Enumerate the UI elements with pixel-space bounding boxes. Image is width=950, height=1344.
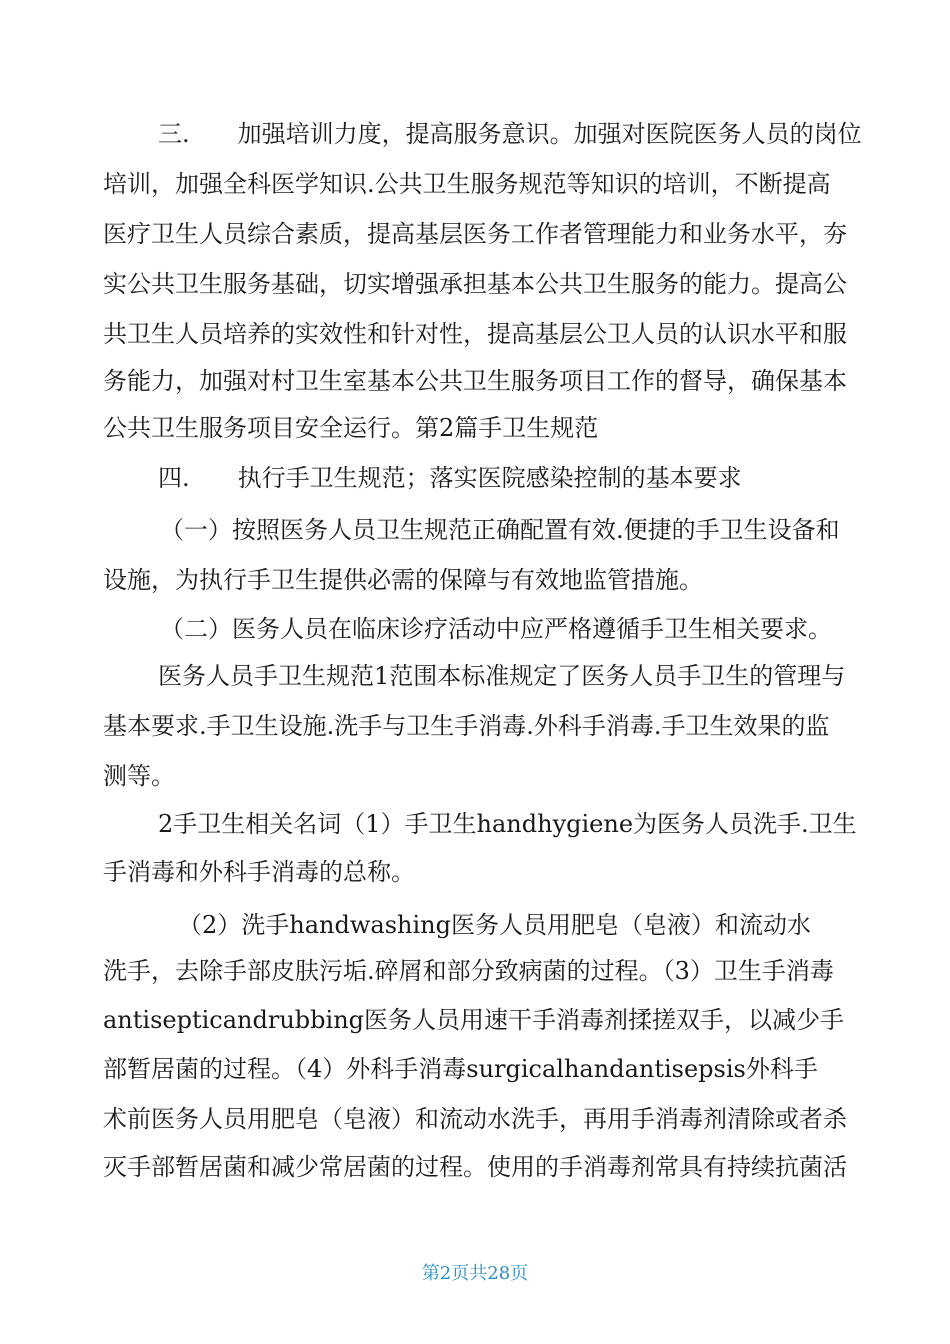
text-line: 共卫生人员培养的实效性和针对性，提高基层公卫人员的认识水平和服 <box>103 320 847 348</box>
text-line: 三. 加强培训力度，提高服务意识。加强对医院医务人员的岗位 <box>158 120 862 148</box>
text-line: 医疗卫生人员综合素质，提高基层医务工作者管理能力和业务水平，夯 <box>103 220 847 248</box>
text-line: 务能力，加强对村卫生室基本公共卫生服务项目工作的督导，确保基本 <box>103 367 847 395</box>
text-line: 洗手，去除手部皮肤污垢.碎屑和部分致病菌的过程。（3）卫生手消毒 <box>103 957 834 985</box>
page-number-footer: 第2页共28页 <box>421 1263 529 1284</box>
text-line: 测等。 <box>103 762 175 790</box>
text-line: （二）医务人员在临床诊疗活动中应严格遵循手卫生相关要求。 <box>160 615 832 643</box>
text-line: （一）按照医务人员卫生规范正确配置有效.便捷的手卫生设备和 <box>160 516 840 544</box>
text-line: 部暂居菌的过程。（4）外科手消毒surgicalhandantisepsis外科手 <box>103 1055 818 1083</box>
text-line: 实公共卫生服务基础，切实增强承担基本公共卫生服务的能力。提高公 <box>103 270 847 298</box>
text-line: 基本要求.手卫生设施.洗手与卫生手消毒.外科手消毒.手卫生效果的监 <box>103 712 830 740</box>
text-line: antisepticandrubbing医务人员用速干手消毒剂揉搓双手，以减少手 <box>103 1006 845 1034</box>
text-line: （2）洗手handwashing医务人员用肥皂（皂液）和流动水 <box>178 911 811 939</box>
text-line: 公共卫生服务项目安全运行。第2篇手卫生规范 <box>103 414 599 442</box>
text-line: 培训，加强全科医学知识.公共卫生服务规范等知识的培训，不断提高 <box>103 170 831 198</box>
text-line: 四. 执行手卫生规范；落实医院感染控制的基本要求 <box>158 464 742 492</box>
text-line: 手消毒和外科手消毒的总称。 <box>103 858 415 886</box>
text-line: 2手卫生相关名词（1）手卫生handhygiene为医务人员洗手.卫生 <box>158 810 857 838</box>
text-line: 术前医务人员用肥皂（皂液）和流动水洗手，再用手消毒剂清除或者杀 <box>103 1105 847 1133</box>
text-line: 设施，为执行手卫生提供必需的保障与有效地监管措施。 <box>103 566 703 594</box>
text-line: 医务人员手卫生规范1范围本标准规定了医务人员手卫生的管理与 <box>158 662 846 690</box>
text-line: 灭手部暂居菌和减少常居菌的过程。使用的手消毒剂常具有持续抗菌活 <box>103 1153 847 1181</box>
